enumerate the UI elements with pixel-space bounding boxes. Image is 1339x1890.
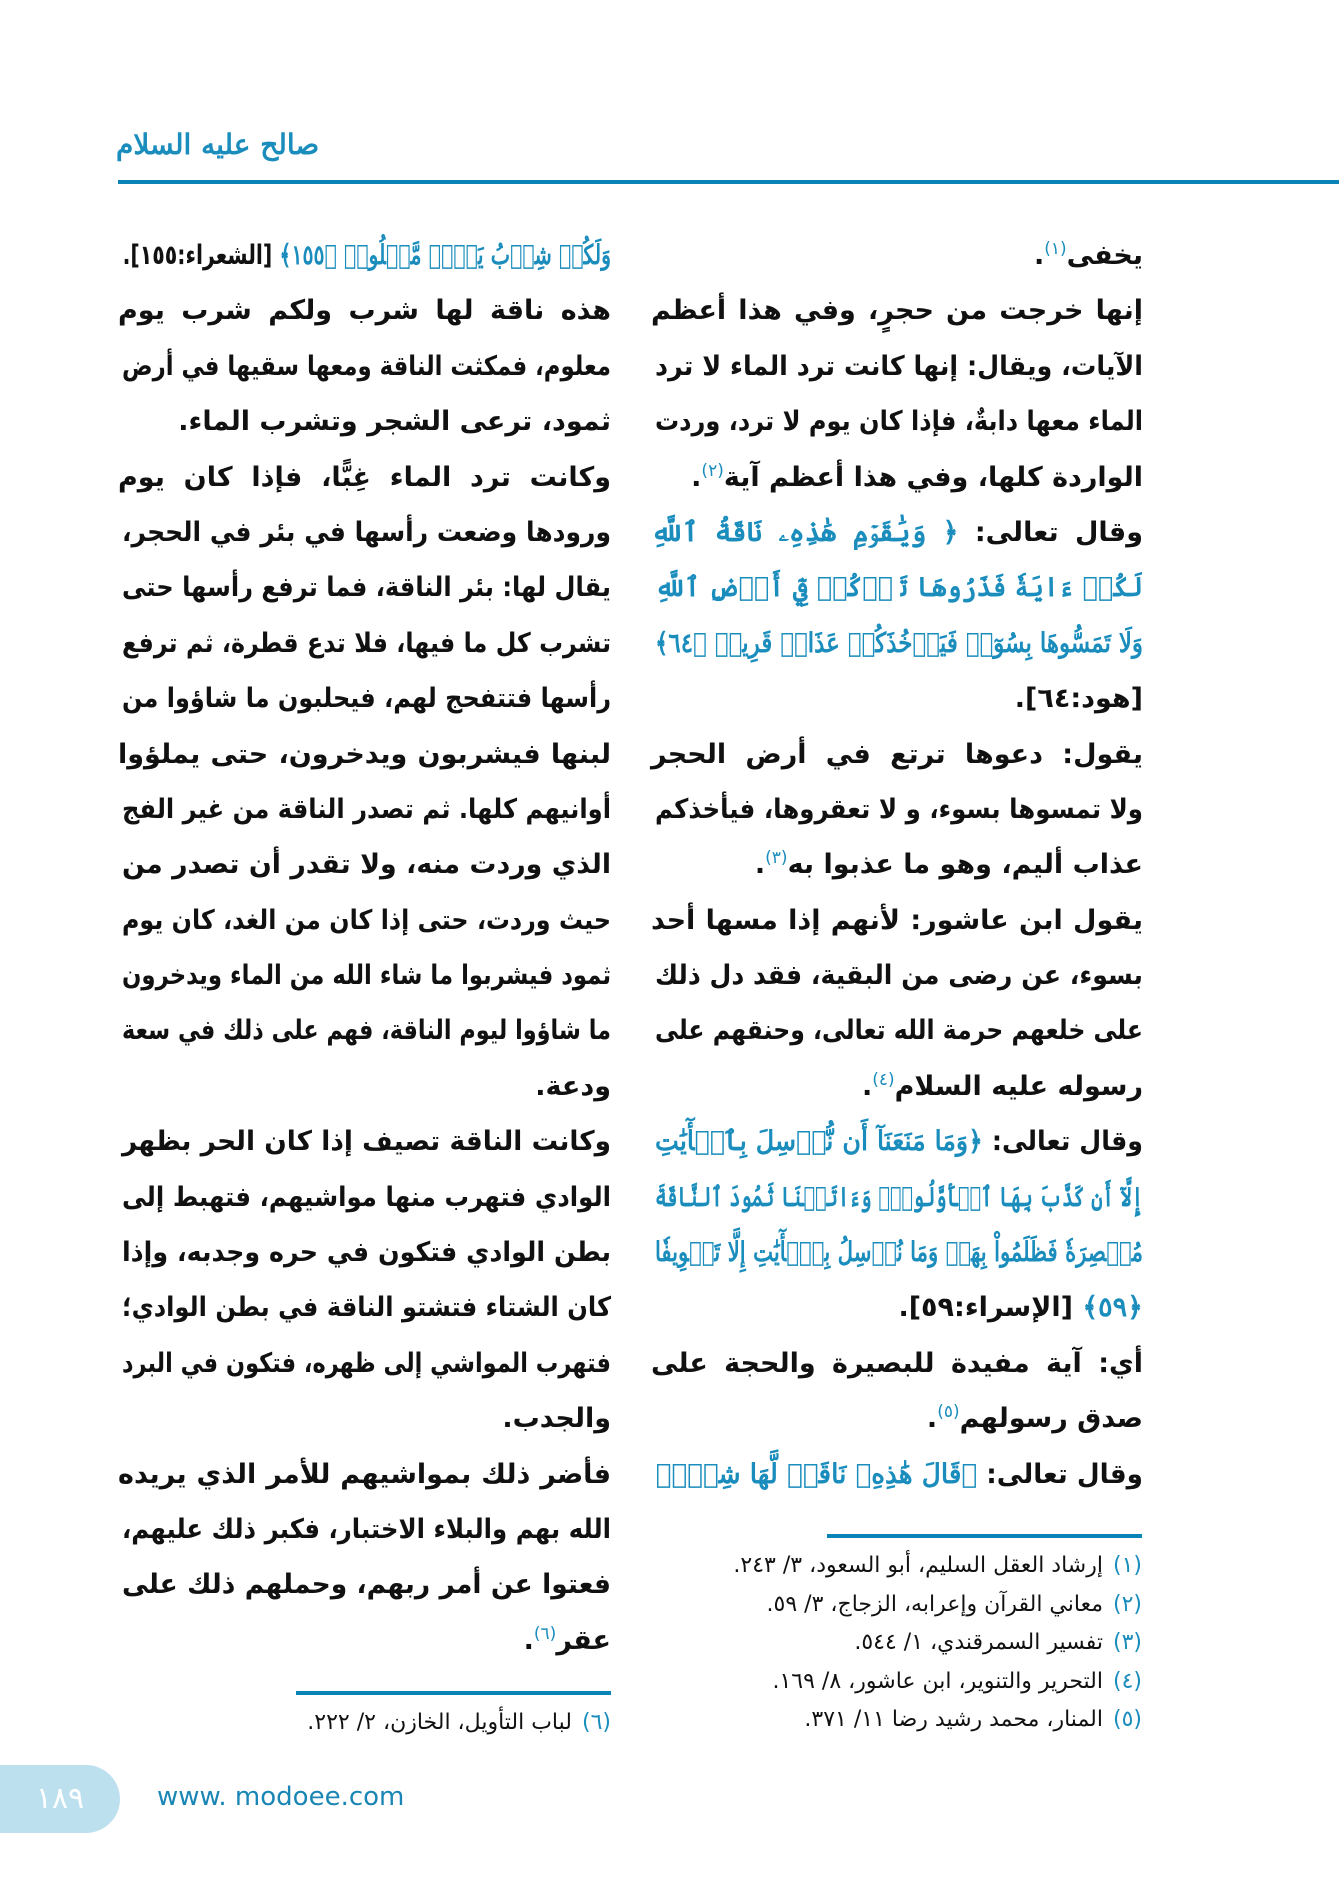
- footnote-reference[interactable]: (١): [1044, 239, 1067, 259]
- quran-verse-line: [655, 1114, 1143, 1169]
- body-text: .: [861, 1070, 873, 1102]
- text-line: [655, 948, 1143, 1003]
- body-text: ورودها وضعت رأسها في بئر في الحجر،: [122, 516, 611, 548]
- body-text: عذاب أليم، وهو ما عذبوا به: [787, 849, 1143, 881]
- text-line: [651, 228, 1143, 283]
- body-text: وكانت ترد الماء غِبًّا، فإذا كان يوم: [118, 461, 611, 493]
- body-text: ولا تمسوها بسوء، و لا تعقروها، فيأخذكم: [654, 793, 1143, 825]
- text-line: [122, 339, 611, 394]
- text-line: [122, 1336, 611, 1391]
- text-line: [651, 1059, 1143, 1114]
- footnote: [307, 1704, 611, 1742]
- body-text: وكانت الناقة تصيف إذا كان الحر بظهر: [122, 1126, 611, 1158]
- footnote-text: المنار، محمد رشيد رضا ١١/ ٣٧١.: [804, 1707, 1103, 1732]
- footnote-divider-left: [296, 1691, 611, 1695]
- body-text: هذه ناقة لها شرب ولكم شرب يوم: [118, 295, 611, 327]
- quran-verse-line: [655, 560, 1143, 615]
- body-text: يقول ابن عاشور: لأنهم إذا مسها أحد: [651, 904, 1143, 936]
- body-text: فأضر ذلك بمواشيهم للأمر الذي يريده: [118, 1458, 611, 1490]
- quran-verse-line: [655, 616, 1143, 671]
- footnote-text: لباب التأويل، الخازن، ٢/ ٢٢٢.: [307, 1710, 572, 1735]
- text-line: [651, 671, 1143, 726]
- text-line: [122, 560, 611, 615]
- body-text: بسوء، عن رضى من البقية، فقد دل ذلك: [654, 960, 1143, 992]
- text-line: [122, 1557, 611, 1612]
- body-text: إنها خرجت من حجرٍ، وفي هذا أعظم: [651, 295, 1143, 327]
- text-line: [122, 1170, 611, 1225]
- footnote-divider-right: [827, 1534, 1142, 1538]
- text-line: [122, 1114, 611, 1169]
- text-line: [118, 450, 611, 505]
- text-line: [651, 837, 1143, 892]
- footnote: [854, 1624, 1142, 1662]
- body-text: حيث وردت، حتى إذا كان من الغد، كان يوم: [121, 904, 611, 936]
- footnote-number: (١): [1112, 1553, 1142, 1578]
- body-text: ثمود، ترعى الشجر وتشرب الماء.: [178, 406, 611, 438]
- text-line: [122, 837, 611, 892]
- quran-verse-line: [651, 505, 1143, 560]
- text-line: [651, 893, 1143, 948]
- text-line: [118, 1391, 611, 1446]
- website-url[interactable]: www. modoee.com: [157, 1782, 405, 1812]
- body-text: .: [691, 461, 702, 493]
- quran-text: إِلَّآ أَن كَذَّبَ بِهَا ٱلۡأَوَّلُونَۚ وَءَاتَيۡنَا ثَمُودَ ٱلنَّاقَةَ: [654, 1181, 1143, 1213]
- footnote-number: (٥): [1112, 1707, 1142, 1732]
- body-text: وقال تعالى:: [982, 1126, 1143, 1158]
- quran-text: لَكُمۡ ءَايَةٗ فَذَرُوهَا تَأۡكُلۡ فِيٓ أَرۡضِ ٱللَّهِ: [655, 572, 1143, 604]
- body-text: يخفى: [1066, 240, 1143, 271]
- body-text: [الشعراء:١٥٥].: [122, 240, 280, 271]
- footnote: [733, 1547, 1142, 1585]
- body-text: الآيات، ويقال: إنها كانت ترد الماء لا ترد: [654, 350, 1143, 382]
- body-text: يقول: دعوها ترتع في أرض الحجر: [651, 738, 1143, 770]
- body-text: ودعة.: [535, 1070, 611, 1102]
- footnote-text: تفسير السمرقندي، ١/ ٥٤٤.: [854, 1630, 1103, 1655]
- text-line: [122, 948, 611, 1003]
- body-text: معلوم، فمكثت الناقة ومعها سقيها في أرض: [122, 350, 611, 382]
- page-number: ١٨٩: [0, 1765, 120, 1833]
- text-line: [122, 1225, 611, 1280]
- body-text: ما شاؤوا ليوم الناقة، فهم على ذلك في سعة: [122, 1015, 611, 1047]
- footnote-text: التحرير والتنوير، ابن عاشور، ٨/ ١٦٩.: [772, 1668, 1103, 1694]
- text-line: [122, 505, 611, 560]
- body-text: يقال لها: بئر الناقة، فما ترفع رأسها حتى: [121, 572, 611, 604]
- text-line: [122, 1280, 611, 1335]
- body-text: تشرب كل ما فيها، فلا تدع قطرة، ثم ترفع: [121, 627, 611, 659]
- body-text: رأسها فتتفحج لهم، فيحلبون ما شاؤوا من: [121, 683, 611, 715]
- text-line: [122, 616, 611, 671]
- body-text: صدق رسولهم: [959, 1403, 1143, 1435]
- text-line: [118, 727, 611, 782]
- body-text: الواردة كلها، وفي هذا أعظم آية: [723, 461, 1143, 493]
- quran-text: مُبۡصِرَةٗ فَظَلَمُواْ بِهَاۚ وَمَا نُرۡسِلُ بِٱلۡأٓيَٰتِ إِلَّا تَخۡوِيفٗا: [654, 1237, 1143, 1269]
- text-line: [122, 1003, 611, 1058]
- text-line: [655, 394, 1143, 449]
- text-line: [118, 283, 611, 338]
- footnote-number: (٦): [581, 1710, 611, 1735]
- body-text: فعتوا عن أمر ربهم، وحملهم ذلك على: [122, 1569, 611, 1601]
- body-text: كان الشتاء فتشتو الناقة في بطن الوادي؛: [121, 1292, 611, 1324]
- footnote-number: (٢): [1112, 1591, 1142, 1617]
- footnote-number: (٤): [1112, 1668, 1142, 1694]
- footnote-reference[interactable]: (٢): [701, 460, 724, 481]
- body-text: الماء معها دابةٌ، فإذا كان يوم لا ترد، وردت: [655, 406, 1143, 438]
- body-text: وقال تعالى:: [977, 1458, 1143, 1490]
- body-text: الذي وردت منه، ولا تقدر أن تصدر من: [121, 849, 611, 881]
- text-line: [651, 1391, 1143, 1446]
- body-text: أوانيهم كلها. ثم تصدر الناقة من غير الفج: [122, 793, 611, 825]
- body-text: .: [754, 849, 766, 881]
- text-line: [655, 782, 1143, 837]
- footnote-text: معاني القرآن وإعرابه، الزجاج، ٣/ ٥٩.: [766, 1591, 1103, 1617]
- quran-text: ﴿قَالَ هَٰذِهِۦ نَاقَةٞ لَّهَا شِرۡبٞ: [655, 1458, 978, 1490]
- quran-text: ﴿٥٩﴾: [1082, 1292, 1143, 1324]
- quran-text: وَلَا تَمَسُّوهَا بِسُوٓءٖ فَيَأۡخُذَكُمۡ عَذَابٞ قَرِيبٞ ﴿٦٤﴾: [654, 627, 1143, 659]
- footnote-reference[interactable]: (٤): [872, 1069, 895, 1090]
- body-text: الله بهم والبلاء الاختبار، فكبر ذلك عليهم،: [121, 1513, 611, 1545]
- body-text: لبنها فيشربون ويدخرون، حتى يملؤوا: [118, 738, 611, 770]
- quran-verse-line: [122, 228, 611, 283]
- text-line: [651, 1336, 1143, 1391]
- body-text: بطن الوادي فتكون في حره وجدبه، وإذا: [121, 1237, 611, 1269]
- quran-text: ﴿وَمَا مَنَعَنَآ أَن نُّرۡسِلَ بِٱلۡأٓيَٰتِ: [654, 1126, 983, 1158]
- text-line: [655, 339, 1143, 394]
- body-text: .: [1033, 240, 1045, 271]
- left-text-column: [118, 228, 611, 1668]
- body-text: عقر: [556, 1624, 611, 1656]
- quran-verse-line: [651, 1280, 1143, 1335]
- body-text: رسوله عليه السلام: [894, 1070, 1143, 1102]
- quran-verse-line: [655, 1447, 1143, 1502]
- text-line: [118, 1447, 611, 1502]
- right-text-column: [651, 228, 1143, 1502]
- text-line: [118, 394, 611, 449]
- footnote: [804, 1701, 1142, 1739]
- text-line: [655, 1003, 1143, 1058]
- footnote-text: إرشاد العقل السليم، أبو السعود، ٣/ ٢٤٣.: [733, 1553, 1103, 1578]
- text-line: [651, 727, 1143, 782]
- quran-text: وَلَكُمۡ شِرۡبُ يَوۡمٖ مَّعۡلُومٖ ﴿١٥٥﴾: [279, 240, 611, 271]
- body-text: [هود:٦٤].: [1014, 683, 1143, 715]
- quran-verse-line: [655, 1225, 1143, 1280]
- quran-text: ﴿ وَيَٰقَوۡمِ هَٰذِهِۦ نَاقَةُ ٱللَّهِ: [651, 516, 959, 548]
- body-text: الوادي فتهرب منها مواشيهم، فتهبط إلى: [121, 1181, 611, 1213]
- body-text: ثمود فيشربوا ما شاء الله من الماء ويدخرون: [122, 960, 611, 992]
- text-line: [118, 1613, 611, 1668]
- footnote-reference[interactable]: (٦): [533, 1623, 557, 1644]
- footnote-reference[interactable]: (٥): [937, 1402, 960, 1423]
- body-text: على خلعهم حرمة الله تعالى، وحنقهم على: [655, 1015, 1143, 1047]
- footnote-number: (٣): [1112, 1630, 1142, 1655]
- header-divider: [118, 180, 1339, 184]
- text-line: [651, 450, 1143, 505]
- body-text: .: [523, 1624, 534, 1656]
- quran-verse-line: [655, 1170, 1143, 1225]
- text-line: [122, 1502, 611, 1557]
- body-text: والجدب.: [502, 1403, 611, 1435]
- text-line: [118, 1059, 611, 1114]
- text-line: [122, 671, 611, 726]
- footnote: [772, 1663, 1142, 1701]
- text-line: [122, 782, 611, 837]
- body-text: .: [926, 1403, 938, 1435]
- body-text: فتهرب المواشي إلى ظهره، فتكون في البرد: [122, 1347, 611, 1379]
- text-line: [122, 893, 611, 948]
- body-text: [الإسراء:٥٩].: [898, 1292, 1083, 1324]
- body-text: أي: آية مفيدة للبصيرة والحجة على: [651, 1347, 1143, 1379]
- footnote-reference[interactable]: (٣): [765, 848, 788, 869]
- footnote: [767, 1586, 1142, 1624]
- running-header-title: صالح عليه السلام: [116, 128, 320, 161]
- text-line: [651, 283, 1143, 338]
- body-text: وقال تعالى:: [958, 516, 1143, 548]
